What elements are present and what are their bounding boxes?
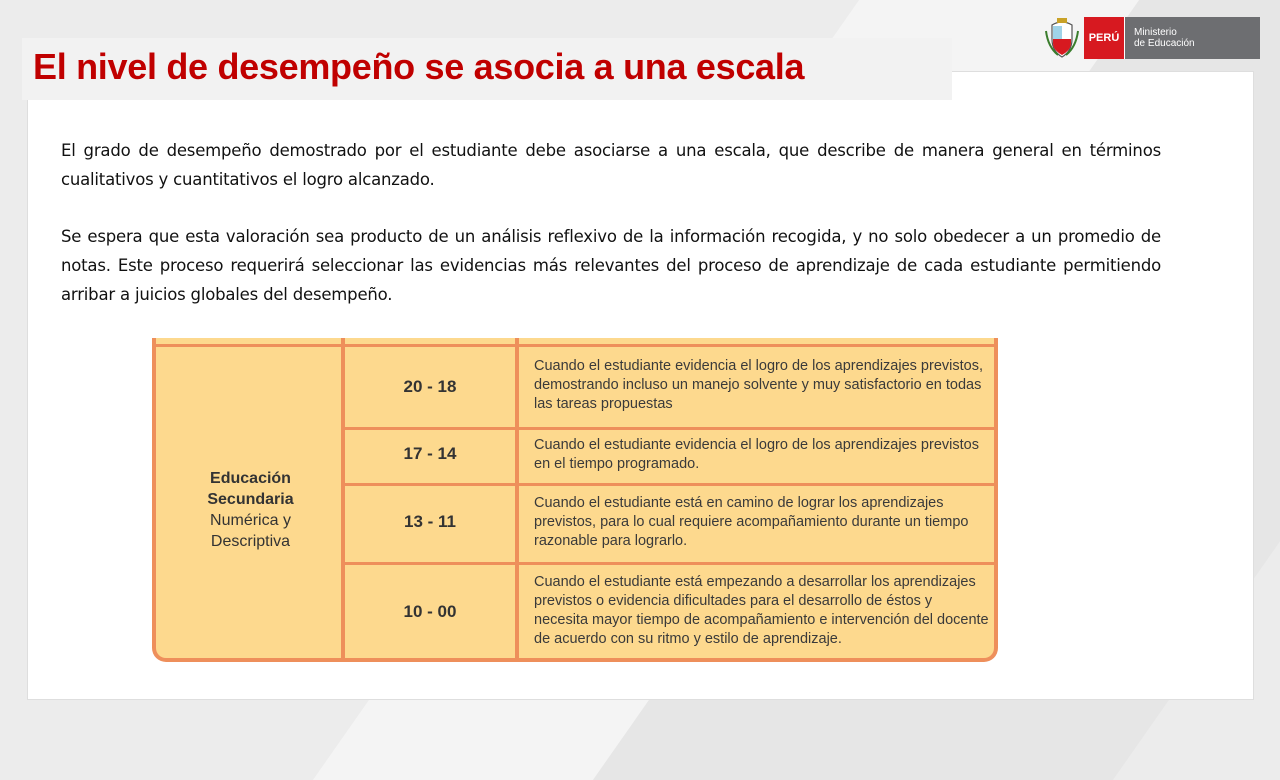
ministry-label xyxy=(1124,17,1260,59)
slide-title: El nivel de desempeño se asocia a una escala xyxy=(33,46,805,87)
peru-label: PERÚ xyxy=(1084,17,1124,59)
detail-paragraph: Se espera que esta valoración sea producto de un análisis reflexivo de la información recogida, y no solo obedecer a un promedio de notas. Este proceso requerirá seleccionar las evidencias más relevantes del proceso de aprendizaje de cada estudiante permitiendo arribar a juicios globales del desempeño. xyxy=(61,227,1161,304)
grading-scale-table xyxy=(152,338,998,662)
score-description: Cuando el estudiante está en camino de lograr los aprendizajes previstos, para lo cual requiere acompañamiento durante un tiempo razonable para lograrlo. xyxy=(534,495,969,549)
ministry-line-2: de Educación xyxy=(1134,38,1195,49)
score-range: 10 - 00 xyxy=(403,602,457,621)
score-range: 13 - 11 xyxy=(404,512,456,531)
level-line-4: Descriptiva xyxy=(210,533,291,550)
score-range: 20 - 18 xyxy=(403,377,457,396)
score-range: 17 - 14 xyxy=(403,444,457,463)
level-line-1: Educación xyxy=(210,470,291,487)
score-description: Cuando el estudiante está empezando a desarrollar los aprendizajes previstos o evidencia dificultades para el desarrollo de éstos y necesita mayor tiempo de acompañamiento e intervención del docente de acuerdo con su ritmo y estilo de aprendizaje. xyxy=(534,574,989,647)
row-divider xyxy=(345,562,994,565)
score-description: Cuando el estudiante evidencia el logro de los aprendizajes previstos en el tiempo programado. xyxy=(534,437,979,472)
score-description: Cuando el estudiante evidencia el logro de los aprendizajes previstos, demostrando incluso un manejo solvente y muy satisfactorio en todas las tareas propuestas xyxy=(534,358,983,412)
level-line-3: Numérica y xyxy=(210,512,291,529)
intro-paragraph: El grado de desempeño demostrado por el estudiante debe asociarse a una escala, que describe de manera general en términos cualitativos y cuantitativos el logro alcanzado. xyxy=(61,141,1161,189)
ministry-line-1: Ministerio xyxy=(1134,27,1177,38)
title-bar xyxy=(22,38,952,100)
row-divider xyxy=(345,483,994,486)
row-divider xyxy=(345,427,994,430)
level-line-2: Secundaria xyxy=(207,491,294,508)
ministry-logo xyxy=(1044,17,1260,59)
education-level-label xyxy=(156,468,345,552)
coat-of-arms-icon xyxy=(1044,17,1080,59)
